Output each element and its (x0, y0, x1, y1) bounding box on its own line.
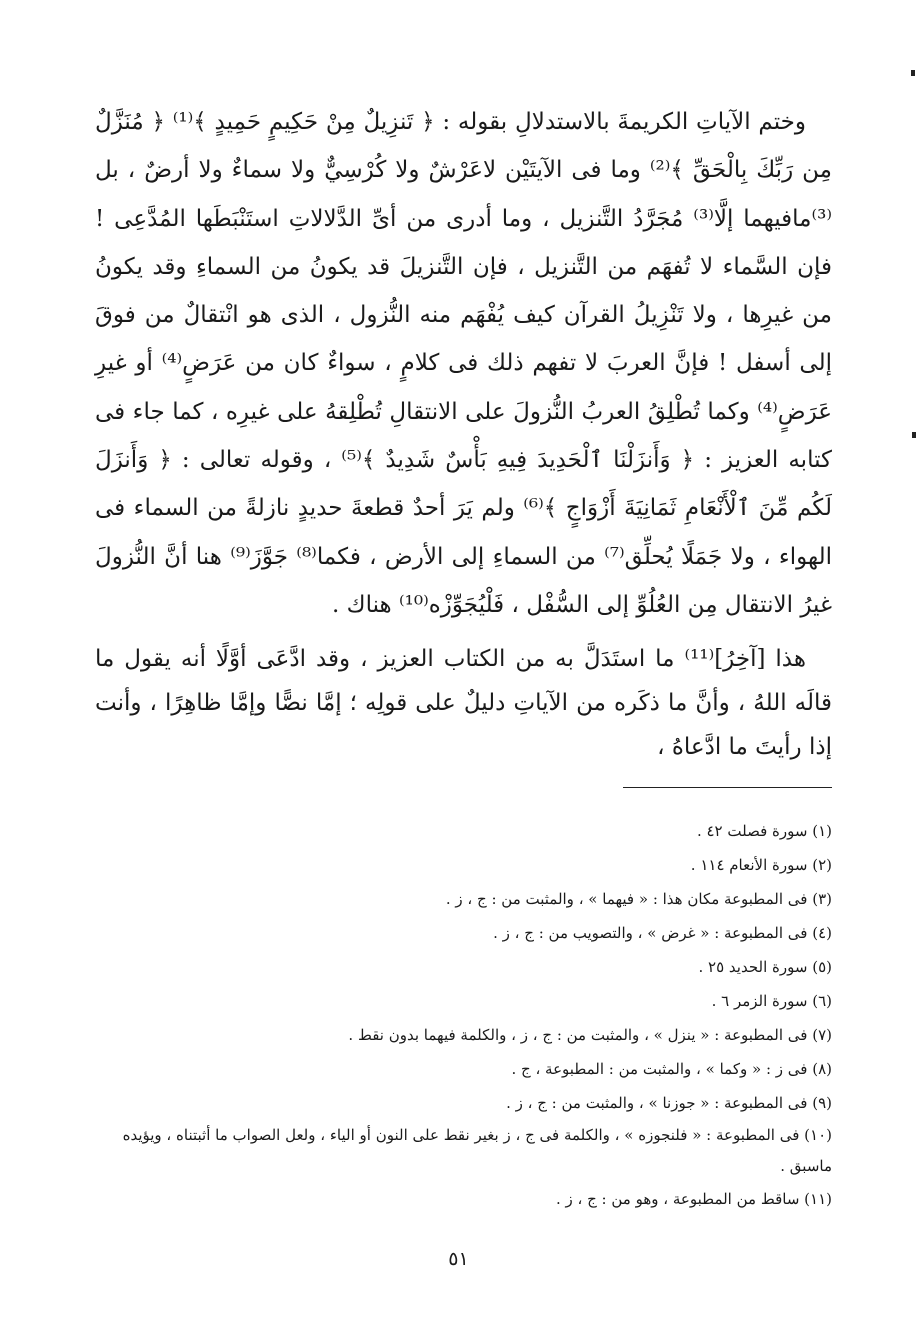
footnote-item: (٣) فى المطبوعة مكان هذا : « فيهما » ، والمثبت من : ج ، ز . (445, 890, 832, 908)
footnote-item: (١) سورة فصلت ٤٢ . (696, 822, 832, 840)
paragraph: وختم الآياتِ الكريمةَ بالاستدلالِ بقوله : ﴿ تَنزِيلٌ مِنْ حَكِيمٍ حَمِيدٍ ﴾⁽¹⁾ ﴿ مُنَزَّلٌ مِن رَبِّكَ بِالْحَقِّ ﴾⁽²⁾ وما فى الآيتَيْن لاعَرْشٌ ولا كُرْسِيٌّ ولا سماءٌ ولا أرضٌ ، بل ⁽³⁾مافيهما إلَّا⁽³⁾ مُجَرَّدُ التَّنزيل ، وما أدرى من أىِّ الدَّلالاتِ استَنْبَطَها المُدَّعِى ! فإن السَّماء لا تُفهَم من التَّنزيل ، فإن التَّنزيلَ قد يكونُ من السماءِ وقد يكونُ من غيرِها ، ولا تَنْزِيلُ القرآن كيف يُفْهَم منه النُّزول ، الذى هو انْتقالٌ من فوقَ إلى أسفل ! فإنَّ العربَ لا تفهم ذلك فى كلامٍ ، سواءٌ كان من عَرَضٍ⁽⁴⁾ أو غيرِ عَرَضٍ⁽⁴⁾ وكما تُطْلِقُ العربُ النُّزولَ على الانتقالِ تُطْلِقهُ على غيرِه ، كما جاء فى كتابه العزيز : ﴿ وَأَنزَلْنَا ٱلْحَدِيدَ فِيهِ بَأْسٌ شَدِيدٌ ﴾⁽⁵⁾ ، وقوله تعالى : ﴿ وَأَنزَلَ لَكُم مِّنَ ٱلْأَنْعَامِ ثَمَانِيَةَ أَزْوَاجٍ ﴾⁽⁶⁾ ولم يَرَ أحدٌ قطعةَ حديدٍ نازلةً من السماء فى الهواء ، ولا جَمَلًا يُحلِّق⁽⁷⁾ من السماءِ إلى الأرض ، فكما⁽⁸⁾ جَوَّزَ⁽⁹⁾ هنا أنَّ النُّزولَ غيرُ الانتقال مِن العُلُوِّ إلى السُّفْل ، فَلْيُجَوِّزْه⁽¹⁰⁾ هناك . (95, 109, 832, 618)
footnote-item: (٤) فى المطبوعة : « غرض » ، والتصويب من : ج ، ز . (493, 924, 832, 942)
footnote-item: (٥) سورة الحديد ٢٥ . (698, 958, 832, 976)
main-text (95, 98, 832, 769)
footnote-item: (٨) فى ز : « وكما » ، والمثبت من : المطبوعة ، ج . (511, 1060, 832, 1078)
footnote-item: (٢) سورة الأنعام ١١٤ . (690, 856, 832, 874)
footnote-item: (١١) ساقط من المطبوعة ، وهو من : ج ، ز . (555, 1190, 832, 1208)
scan-edge-mark-top (911, 70, 915, 76)
paragraph: هذا [آخِرُ]⁽¹¹⁾ ما استَدَلَّ به من الكتاب العزيز ، وقد ادَّعَى أوَّلًا أنه يقول ما قالَه اللهُ ، وأنَّ ما ذكَره من الآياتِ دليلٌ على قولِه ؛ إمَّا نصًّا وإمَّا ظاهِرًا ، وأنت إذا رأيتَ ما ادَّعاهُ ، (95, 646, 832, 761)
footnote-item: (٧) فى المطبوعة : « ينزل » ، والمثبت من : ج ، ز ، والكلمة فيهما بدون نقط . (348, 1026, 832, 1044)
footnote-separator (623, 787, 832, 788)
scan-edge-mark-middle (912, 432, 916, 438)
page-number: ٥١ (448, 1248, 469, 1270)
footnotes (100, 814, 832, 1216)
footnote-item: (٦) سورة الزمر ٦ . (711, 992, 832, 1010)
footnote-item: (٩) فى المطبوعة : « جوزنا » ، والمثبت من : ج ، ز . (506, 1094, 832, 1112)
footnote-item: (١٠) فى المطبوعة : « فلنجوزه » ، والكلمة فى ج ، ز بغير نقط على النون أو الياء ، ولعل الصواب ما أثبتناه ، ويؤيده ماسبق . (122, 1126, 832, 1175)
